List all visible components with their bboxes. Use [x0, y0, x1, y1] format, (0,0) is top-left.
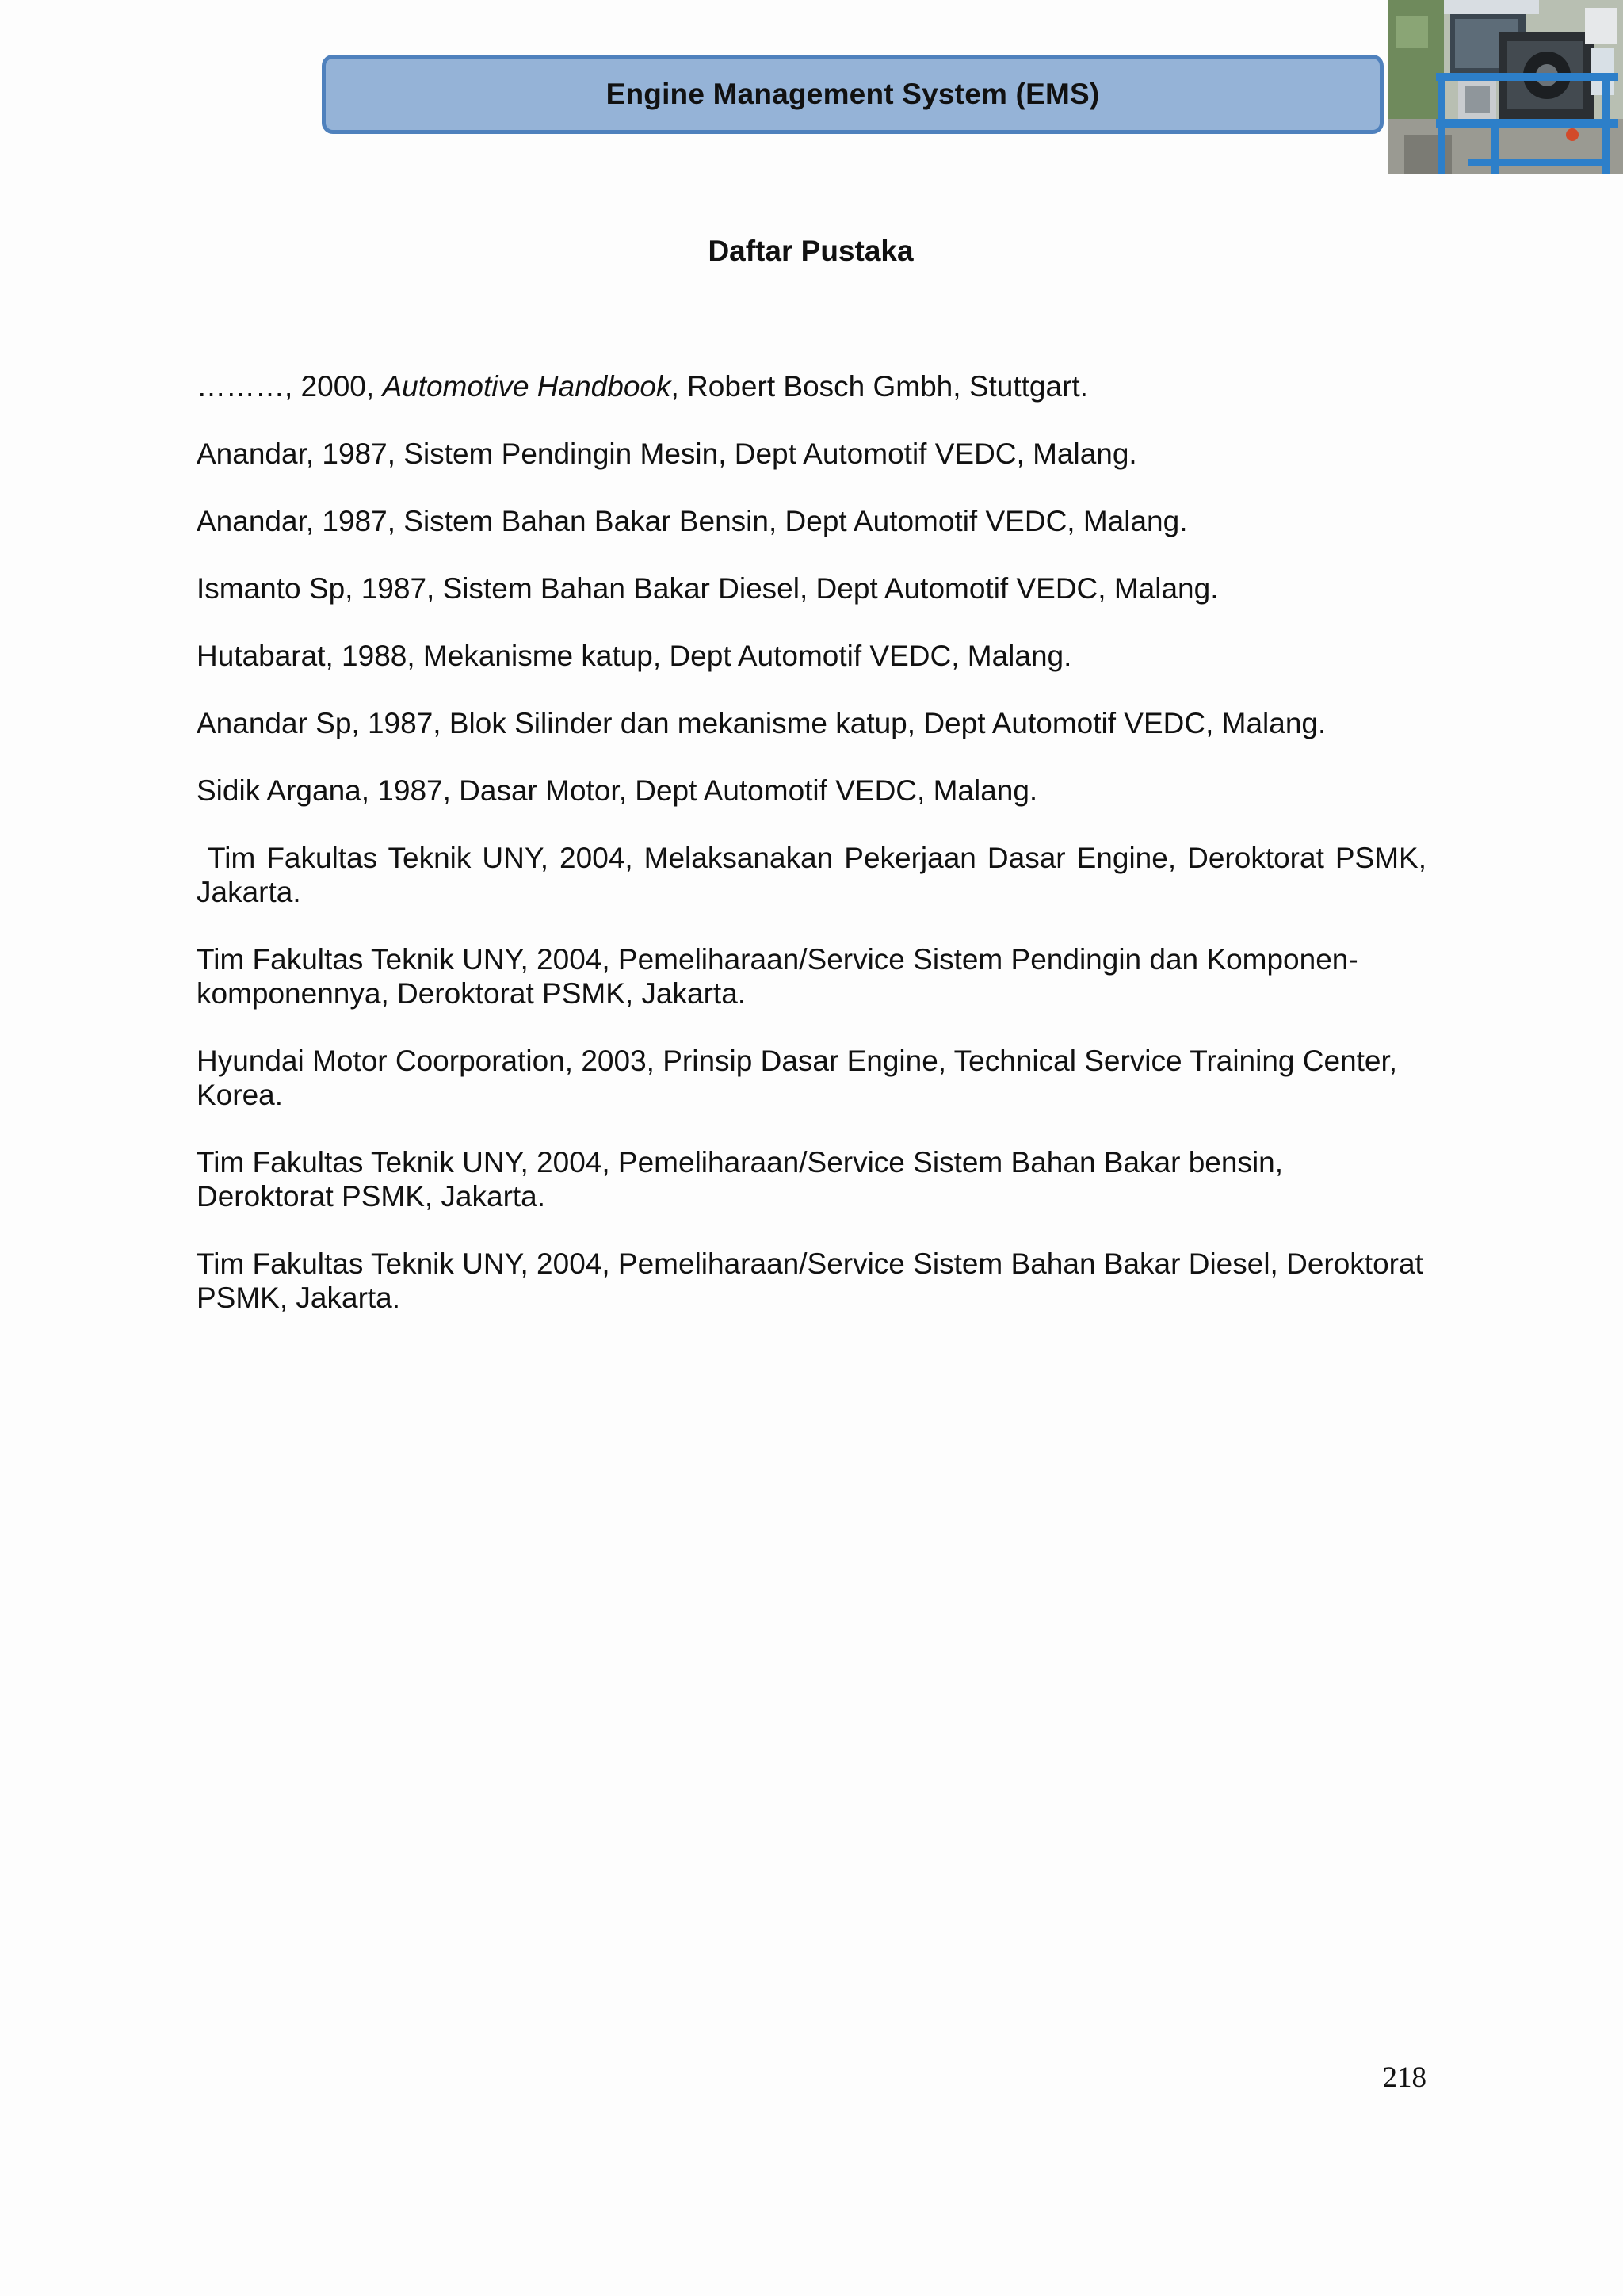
reference-item	[197, 369, 1426, 403]
page-title-text: Daftar Pustaka	[708, 235, 914, 267]
reference-item: Hutabarat, 1988, Mekanisme katup, Dept Automotif VEDC, Malang.	[197, 640, 1072, 672]
reference-list	[197, 369, 1435, 1348]
reference-item: Anandar, 1987, Sistem Bahan Bakar Bensin, Dept Automotif VEDC, Malang.	[197, 505, 1188, 537]
reference-item: Tim Fakultas Teknik UNY, 2004, Pemeliharaan/Service Sistem Bahan Bakar bensin, Deroktorat PSMK, Jakarta.	[197, 1146, 1284, 1213]
header-title: Engine Management System (EMS)	[605, 78, 1100, 110]
engine-trainer-photo	[1388, 0, 1623, 174]
reference-item: Anandar Sp, 1987, Blok Silinder dan mekanisme katup, Dept Automotif VEDC, Malang.	[197, 707, 1327, 739]
page-title	[0, 235, 1623, 268]
reference-prefix: ………, 2000,	[197, 370, 383, 403]
reference-item: Hyundai Motor Coorporation, 2003, Prinsip Dasar Engine, Technical Service Training Center, Korea.	[197, 1045, 1398, 1111]
header-banner	[322, 55, 1384, 134]
reference-item: Tim Fakultas Teknik UNY, 2004, Melaksanakan Pekerjaan Dasar Engine, Deroktorat PSMK, Jakarta.	[197, 842, 1435, 908]
reference-item: Tim Fakultas Teknik UNY, 2004, Pemeliharaan/Service Sistem Bahan Bakar Diesel, Deroktorat PSMK, Jakarta.	[197, 1247, 1423, 1314]
reference-suffix: , Robert Bosch Gmbh, Stuttgart.	[670, 370, 1088, 403]
reference-item: Anandar, 1987, Sistem Pendingin Mesin, Dept Automotif VEDC, Malang.	[197, 437, 1137, 470]
reference-item: Sidik Argana, 1987, Dasar Motor, Dept Automotif VEDC, Malang.	[197, 774, 1038, 807]
reference-item: Tim Fakultas Teknik UNY, 2004, Pemeliharaan/Service Sistem Pendingin dan Komponen-komponennya, Deroktorat PSMK, Jakarta.	[197, 943, 1358, 1010]
reference-title-italic: Automotive Handbook	[382, 370, 671, 403]
page-number: 218	[1382, 2061, 1426, 2094]
reference-item: Ismanto Sp, 1987, Sistem Bahan Bakar Diesel, Dept Automotif VEDC, Malang.	[197, 572, 1219, 605]
